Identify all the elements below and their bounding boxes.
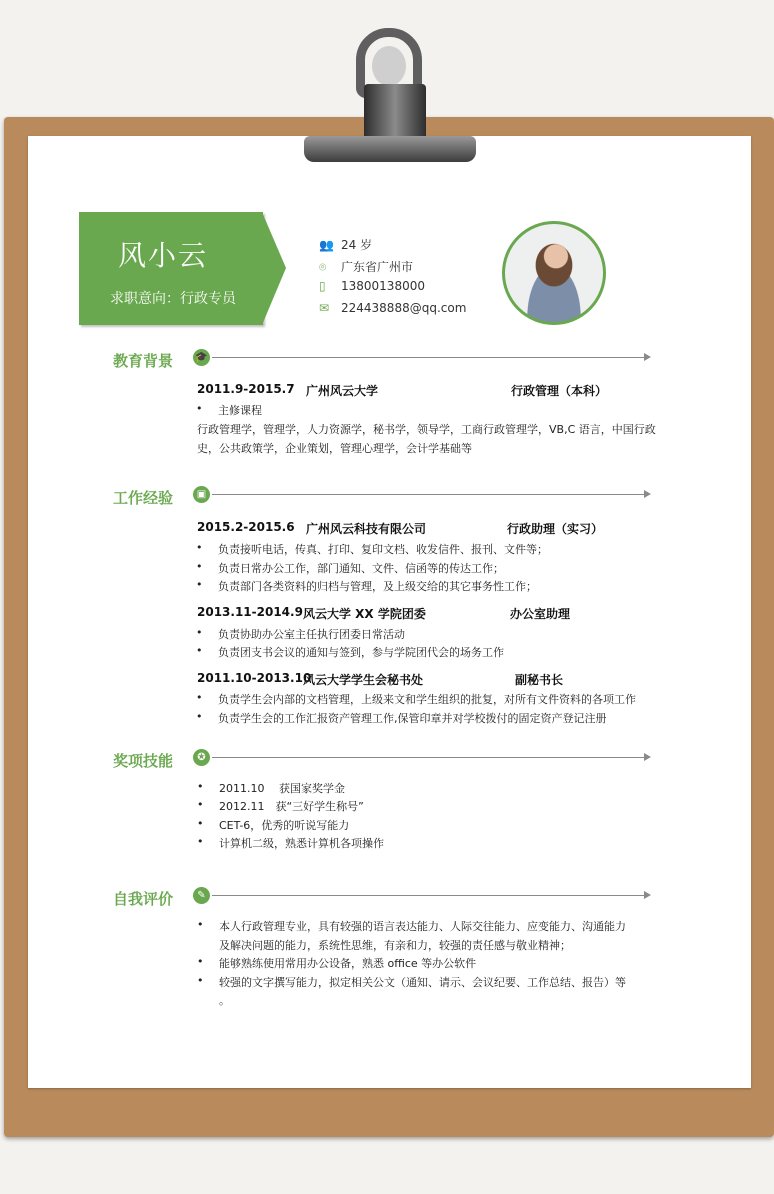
- graduation-cap-icon: 🎓: [193, 349, 210, 366]
- edit-pencil-icon: ✎: [193, 887, 210, 904]
- list-item: • 负责团支书会议的通知与签到，参与学院团代会的场务工作: [218, 644, 504, 660]
- edu-school: 广州风云大学: [306, 384, 379, 398]
- job-company: 风云大学学生会秘书处: [303, 673, 424, 687]
- location-pin-icon: ⌾: [319, 260, 327, 274]
- list-item-continued: 及解决问题的能力，系统性思维，有亲和力，较强的责任感与敬业精神；: [219, 939, 571, 952]
- section-divider: [212, 895, 644, 896]
- job-company: 风云大学 XX 学院团委: [303, 607, 426, 621]
- info-location: ⌾ 广东省广州市: [319, 260, 414, 274]
- edu-courses-line: 行政管理学，管理学，人力资源学，秘书学，领导学，工商行政管理学，VB,C 语言，中国行政: [197, 423, 656, 436]
- edu-courses-line: 史，公共政策学，企业策划，管理心理学，会计学基础等: [197, 442, 472, 455]
- section-title-work: 工作经验: [113, 489, 174, 507]
- section-title-self: 自我评价: [113, 890, 174, 908]
- list-item-continued: 。: [219, 994, 230, 1007]
- name-banner-arrow: [262, 212, 286, 325]
- list-item: • 负责日常办公工作，部门通知、文件、信函等的传达工作；: [218, 560, 504, 576]
- info-phone: ▯ 13800138000: [319, 279, 425, 293]
- list-item: • 较强的文字撰写能力，拟定相关公文（通知、请示、会议纪要、工作总结、报告）等: [219, 974, 626, 990]
- edu-major: 行政管理（本科）: [511, 384, 608, 398]
- list-item: • 负责协助办公室主任执行团委日常活动: [218, 626, 405, 642]
- info-email: ✉ 224438888@qq.com: [319, 301, 467, 315]
- list-item: • CET-6，优秀的听说写能力: [219, 817, 349, 833]
- job-period: 2011.10-2013.10: [197, 671, 312, 685]
- person-icon: 👥: [319, 238, 334, 252]
- award-ribbon-icon: ✪: [193, 749, 210, 766]
- list-item: • 能够熟练使用常用办公设备，熟悉 office 等办公软件: [219, 955, 476, 971]
- job-period: 2013.11-2014.9: [197, 605, 303, 619]
- list-item: • 负责接听电话，传真、打印、复印文档、收发信件、报刊、文件等；: [218, 541, 548, 557]
- list-item: • 主修课程: [218, 402, 262, 418]
- section-divider: [212, 494, 644, 495]
- job-role: 行政助理（实习）: [507, 522, 604, 536]
- list-item: • 负责部门各类资料的归档与管理，及上级交给的其它事务性工作；: [218, 578, 537, 594]
- job-company: 广州风云科技有限公司: [306, 522, 427, 536]
- section-title-education: 教育背景: [113, 352, 174, 370]
- briefcase-icon: ▣: [193, 486, 210, 503]
- job-role: 办公室助理: [510, 607, 571, 621]
- job-intent: 求职意向：行政专员: [110, 291, 236, 307]
- list-item: • 2012.11 获“三好学生称号”: [219, 798, 364, 814]
- list-item: • 负责学生会的工作汇报资产管理工作,保管印章并对学校拨付的固定资产登记注册: [218, 710, 607, 726]
- binder-clip: [292, 28, 482, 178]
- list-item: • 计算机二级，熟悉计算机各项操作: [219, 835, 384, 851]
- list-item: • 本人行政管理专业，具有较强的语言表达能力、人际交往能力、应变能力、沟通能力: [219, 918, 626, 934]
- email-icon: ✉: [319, 301, 330, 315]
- section-divider: [212, 757, 644, 758]
- section-title-awards: 奖项技能: [113, 752, 174, 770]
- phone-icon: ▯: [319, 279, 326, 293]
- candidate-name: 风小云: [117, 239, 208, 272]
- avatar: [502, 221, 606, 325]
- list-item: • 2011.10 获国家奖学金: [219, 780, 345, 796]
- list-item: • 负责学生会内部的文档管理，上级来文和学生组织的批复，对所有文件资料的各项工作: [218, 691, 636, 707]
- section-divider: [212, 357, 644, 358]
- info-age: 👥 24 岁: [319, 238, 373, 252]
- job-period: 2015.2-2015.6: [197, 520, 295, 534]
- edu-period: 2011.9-2015.7: [197, 382, 295, 396]
- job-role: 副秘书长: [515, 673, 564, 687]
